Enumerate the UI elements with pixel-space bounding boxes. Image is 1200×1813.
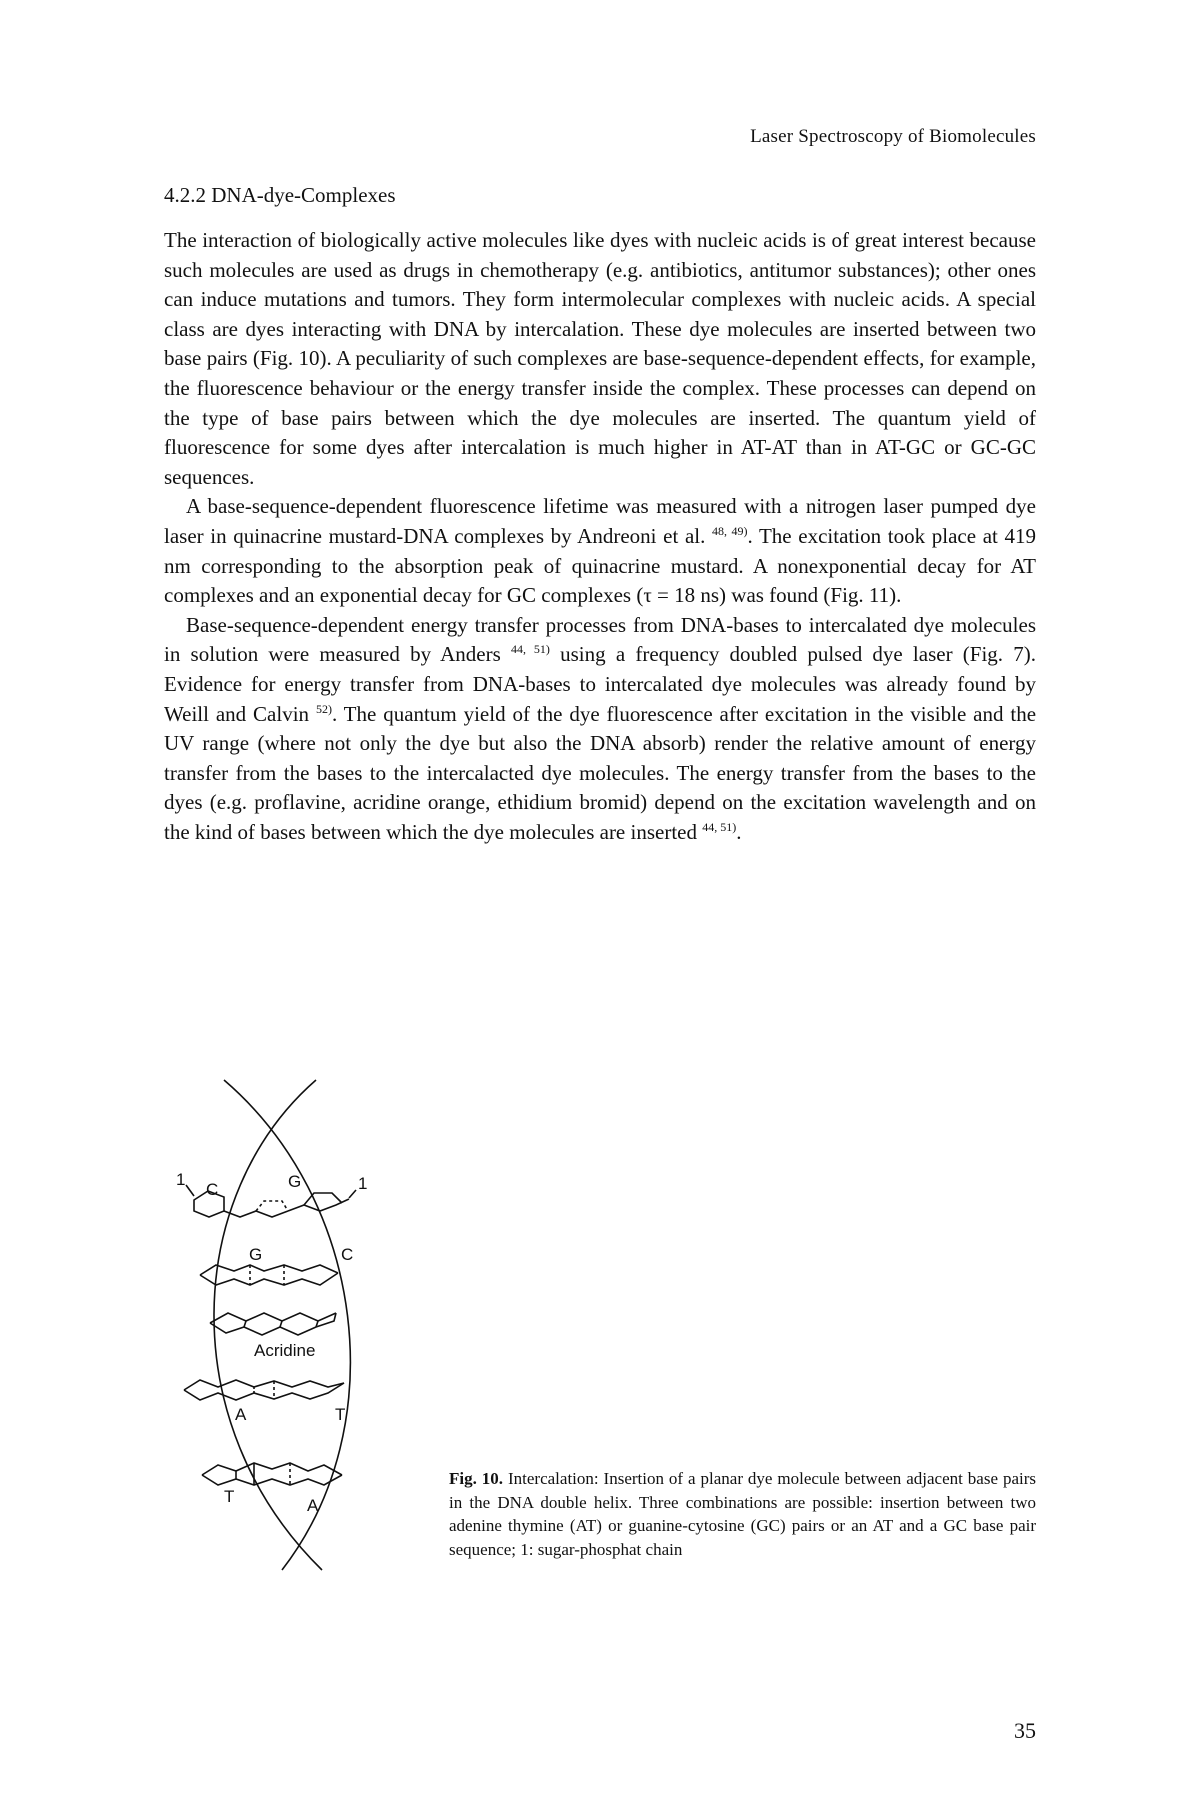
base-label-c-top: C — [206, 1180, 219, 1199]
paragraph-3-text-a: Base-sequence-dependent energy transfer processes from DNA-bases to intercalated dye molecules in solution were measured by Anders — [164, 612, 1036, 667]
paragraph-3-text-c: . The quantum yield of the dye fluorescence after excitation in the visible and the UV range (where not only the dye but also the DNA absorb) render the relative amount of energy transfer from the bases to the intercalacted dye molecules. The energy transfer from the bases to the dyes (e.g. proflavine, acridine orange, ethidium bromid) depend on the excitation wavelength and on the kind of bases between which the dye molecules are inserted — [164, 701, 1037, 844]
base-pair-2 — [200, 1265, 338, 1285]
base-label-a-fourth: A — [307, 1496, 319, 1515]
citation-44-51-a: 44, 51) — [510, 642, 550, 657]
strand-right-label: 1 — [358, 1174, 368, 1193]
paragraph-2 — [164, 492, 1036, 610]
page-number: 35 — [1014, 1718, 1036, 1743]
caption-text: Intercalation: Insertion of a planar dye molecule between adjacent base pairs in the DNA double helix. Three combinations are possible: insertion between two adenine thymine (AT) or guanine-cytosine (GC) pairs or an AT and a GC base pair sequence; 1: sugar-phosphat chain — [449, 1469, 1037, 1559]
base-pair-3 — [184, 1380, 344, 1400]
citation-44-51-b: 44, 51) — [702, 819, 737, 834]
figure-caption — [449, 1467, 1036, 1561]
acridine-label: Acridine — [254, 1341, 316, 1360]
sugar-phosphate-strand-right — [224, 1080, 350, 1570]
base-label-c-second: C — [341, 1245, 354, 1264]
paragraph-3 — [164, 611, 1036, 848]
paragraph-3-text-b: using a frequency doubled pulsed dye laser (Fig. 7). Evidence for energy transfer from DNA-bases to intercalated dye molecules was already found by Weill and Calvin — [164, 642, 1036, 726]
strand-left-leader — [186, 1185, 194, 1196]
base-label-g-second: G — [249, 1245, 263, 1264]
body-text — [164, 226, 1036, 847]
paragraph-2-text-b: . The excitation took place at 419 nm corresponding to the absorption peak of quinacrine mustard. A nonexponential decay for AT complexes and an exponential decay for GC complexes (τ = 18 ns) was found (Fig. 11). — [164, 523, 1037, 608]
base-label-g-top: G — [288, 1172, 302, 1191]
citation-52: 52) — [315, 701, 332, 716]
strand-right-leader — [349, 1190, 356, 1198]
paragraph-2-text-a: A base-sequence-dependent fluorescence lifetime was measured with a nitrogen laser pumped dye laser in quinacrine mustard-DNA complexes by Andreoni et al. — [164, 494, 1036, 548]
strand-left-label: 1 — [176, 1170, 186, 1189]
base-label-t-third: T — [335, 1405, 346, 1424]
caption-label: Fig. 10. — [449, 1469, 504, 1488]
base-pair-4 — [202, 1463, 342, 1485]
base-label-a-third: A — [235, 1405, 247, 1424]
citation-48-49: 48, 49) — [712, 523, 748, 538]
acridine-dye-molecule — [210, 1313, 336, 1335]
figure-10 — [164, 1065, 484, 1585]
running-head: Laser Spectroscopy of Biomolecules — [750, 126, 1036, 147]
base-label-t-fourth: T — [224, 1487, 235, 1506]
paragraph-1: The interaction of biologically active molecules like dyes with nucleic acids is of great interest because such molecules are used as drugs in chemotherapy (e.g. antibiotics, antitumor substances); other ones can induce mutations and tumors. They form intermolecular complexes with nucleic acids. A special class are dyes interacting with DNA by intercalation. These dye molecules are inserted between two base pairs (Fig. 10). A peculiarity of such complexes are base-sequence-dependent effects, for example, the fluorescence behaviour or the energy transfer inside the complex. These processes can depend on the type of base pairs between which the dye molecules are inserted. The quantum yield of fluorescence for some dyes after intercalation is much higher in AT-AT than in AT-GC or GC-GC sequences. — [164, 228, 1036, 489]
paragraph-3-text-d: . — [736, 819, 742, 844]
dna-intercalation-diagram — [164, 1065, 484, 1585]
section-title: 4.2.2 DNA-dye-Complexes — [164, 183, 396, 207]
